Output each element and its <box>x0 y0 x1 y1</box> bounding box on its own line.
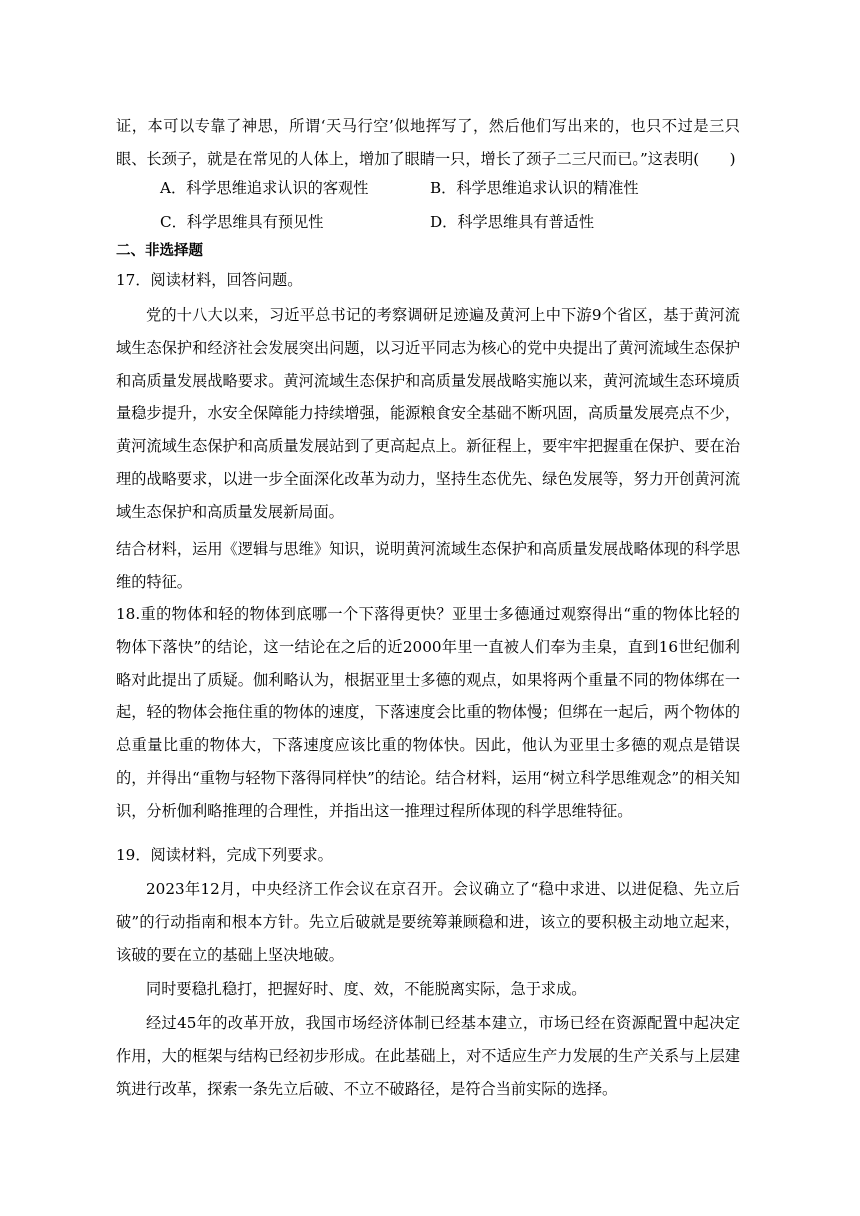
q16-stem-tail: 证，本可以专靠了神思，所谓‘天马行空’似地挥写了，然后他们写出来的，也只不过是三只眼、长颈子，就是在常见的人体上，增加了眼睛一只，增长了颈子二三尺而已。”这表明( ) <box>116 117 740 168</box>
q19-para-3: 经过45年的改革开放，我国市场经济体制已经基本建立，市场已经在资源配置中起决定作用，大的框架与结构已经初步形成。在此基础上，对不适应生产力发展的生产关系与上层建筑进行改革，探索一条先立后破、不立不破路径，是符合当前实际的选择。 <box>116 1014 740 1098</box>
section-title: 二、非选择题 <box>116 243 203 259</box>
q17-material: 党的十八大以来，习近平总书记的考察调研足迹遍及黄河上中下游9个省区，基于黄河流域生态保护和经济社会发展突出问题，以习近平同志为核心的党中央提出了黄河流域生态保护和高质量发展战略要求。黄河流域生态保护和高质量发展战略实施以来，黄河流域生态环境质量稳步提升，水安全保障能力持续增强，能源粮食安全基础不断巩固，高质量发展亮点不少，黄河流域生态保护和高质量发展站到了更高起点上。新征程上，要牢牢把握重在保护、要在治理的战略要求，以进一步全面深化改革为动力，坚持生态优先、绿色发展等，努力开创黄河流域生态保护和高质量发展新局面。 <box>116 306 740 521</box>
q19-para-2: 同时要稳扎稳打，把握好时、度、效，不能脱离实际，急于求成。 <box>146 980 587 998</box>
q17-intro: 17．阅读材料，回答问题。 <box>116 271 303 289</box>
q19-intro: 19．阅读材料，完成下列要求。 <box>116 846 333 864</box>
q16-option-d: D．科学思维具有普适性 <box>430 213 595 231</box>
q16-option-c: C．科学思维具有预见性 <box>160 213 324 231</box>
q16-option-a: A．科学思维追求认识的客观性 <box>160 179 369 197</box>
q16-option-b: B．科学思维追求认识的精准性 <box>430 179 639 197</box>
q18-text: 18.重的物体和轻的物体到底哪一个下落得更快？亚里士多德通过观察得出“重的物体比轻的物体下落快”的结论，这一结论在之后的近2000年里一直被人们奉为圭臬，直到16世纪伽利略对此提出了质疑。伽利略认为，根据亚里士多德的观点，如果将两个重量不同的物体绑在一起，轻的物体会拖住重的物体的速度，下落速度会比重的物体慢；但绑在一起后，两个物体的总重量比重的物体大，下落速度应该比重的物体快。因此，他认为亚里士多德的观点是错误的，并得出“重物与轻物下落得同样快”的结论。结合材料，运用“树立科学思维观念”的相关知识，分析伽利略推理的合理性，并指出这一推理过程所体现的科学思维特征。 <box>116 605 740 820</box>
q19-para-1: 2023年12月，中央经济工作会议在京召开。会议确立了“稳中求进、以进促稳、先立后破”的行动指南和根本方针。先立后破就是要统筹兼顾稳和进，该立的要积极主动地立起来，该破的要在立的基础上坚决地破。 <box>116 880 740 964</box>
q17-question: 结合材料，运用《逻辑与思维》知识，说明黄河流域生态保护和高质量发展战略体现的科学思维的特征。 <box>116 540 740 591</box>
